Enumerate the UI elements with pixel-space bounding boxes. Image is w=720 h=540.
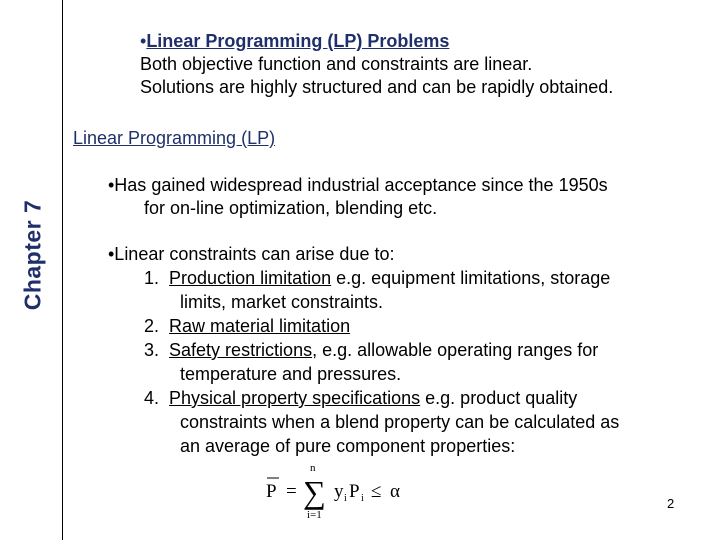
item-number: 2. <box>144 316 160 336</box>
item-number: 1. <box>144 268 160 288</box>
point-2 <box>108 242 619 458</box>
slide-header <box>140 30 613 99</box>
item-continuation: constraints when a blend property can be calculated as <box>180 412 620 432</box>
sum-symbol: ∑ <box>303 474 326 510</box>
point-1 <box>108 174 608 220</box>
item-text: e.g. equipment limitations, storage <box>331 268 611 288</box>
point-1-line-1: •Has gained widespread industrial acceptance since the 1950s <box>108 175 608 195</box>
list-item <box>108 266 619 290</box>
section-title: Linear Programming (LP) <box>73 128 276 148</box>
item-text: , e.g. allowable operating ranges for <box>312 340 599 360</box>
formula-alpha: α <box>390 481 400 502</box>
item-title: Raw material limitation <box>169 316 351 336</box>
item-text: e.g. product quality <box>420 388 578 408</box>
subscript-i: i <box>361 493 364 504</box>
blend-property-formula <box>262 460 412 522</box>
header-line-3: Solutions are highly structured and can be rapidly obtained. <box>140 77 614 97</box>
point-1-line-2: for on-line optimization, blending etc. <box>144 198 438 218</box>
list-item <box>108 338 619 362</box>
sum-upper-limit: n <box>310 462 316 474</box>
header-title: Linear Programming (LP) Problems <box>146 31 450 51</box>
item-title: Safety restrictions <box>169 340 313 360</box>
header-line-2: Both objective function and constraints are linear. <box>140 54 533 74</box>
sidebar-divider <box>62 0 63 540</box>
term-p: P <box>349 481 360 502</box>
item-number: 4. <box>144 388 160 408</box>
item-title: Physical property specifications <box>169 388 421 408</box>
sidebar <box>0 0 62 540</box>
point-2-intro: •Linear constraints can arise due to: <box>108 244 395 264</box>
item-title: Production limitation <box>169 268 332 288</box>
header-bullet: • <box>140 31 147 51</box>
item-continuation: an average of pure component properties: <box>180 436 516 456</box>
formula-leq: ≤ <box>371 481 382 502</box>
header-title-line <box>140 30 613 53</box>
list-item <box>108 314 619 338</box>
chapter-label: Chapter 7 <box>19 199 46 311</box>
item-number: 3. <box>144 340 160 360</box>
subscript-i: i <box>344 493 347 504</box>
term-y: y <box>334 481 344 502</box>
page-number: 2 <box>667 496 675 511</box>
list-item <box>108 386 619 410</box>
formula-equals: = <box>286 481 297 502</box>
item-continuation: temperature and pressures. <box>180 364 402 384</box>
item-continuation: limits, market constraints. <box>180 292 384 312</box>
formula-lhs: P <box>266 481 277 502</box>
sum-lower-limit: i=1 <box>307 509 322 521</box>
